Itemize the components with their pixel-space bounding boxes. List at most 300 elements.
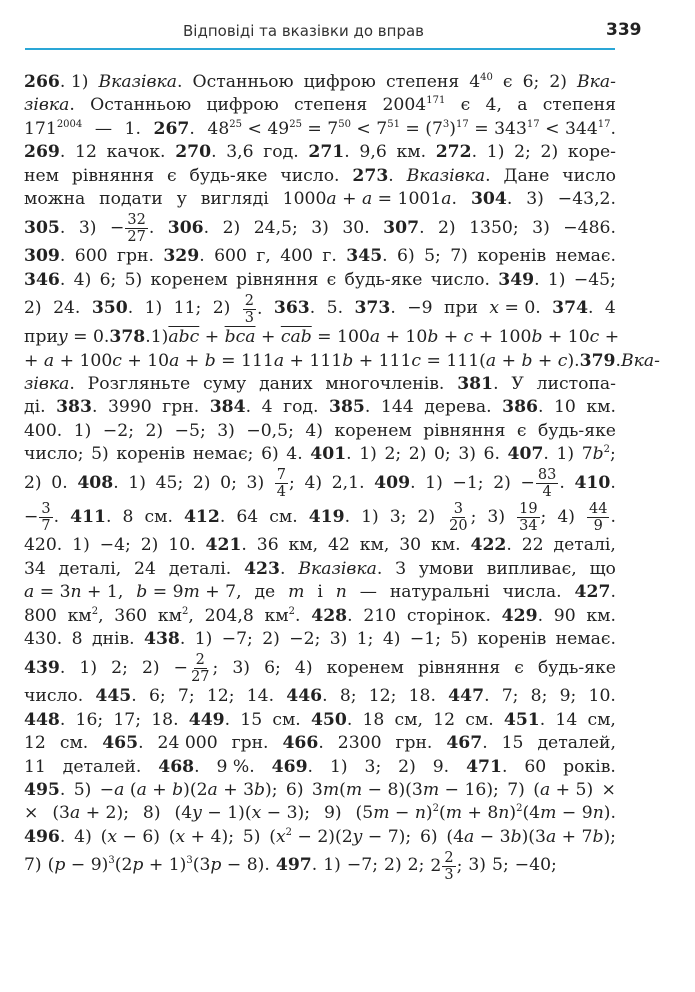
word: 3) [526,188,544,209]
word: 2) [540,142,559,163]
word: 410. [574,472,616,493]
fraction: $\frac{19}{34}$ [519,500,538,534]
word: 18 [362,709,385,730]
word: 373. [354,298,396,319]
word: 204,8 [204,605,254,626]
word: днів. [91,629,135,650]
fraction: $\frac{3}{20}$ [449,500,468,534]
word: 7; [501,686,519,707]
word: 2) [438,217,456,238]
word: 12 [24,733,46,754]
word: 800 [24,605,57,626]
word: Останньою [90,95,192,116]
word: многочленів. [325,373,445,394]
word: 5) [242,826,261,847]
word: 383. [56,397,98,418]
word: $\overline{abc} + \overline{bca} + \overline{cab} = 100a + 10b + c + 100b + 10c$ + [168,327,620,348]
word: 466. [282,733,324,754]
word: 7) [24,855,42,876]
word: $км^2$. [264,605,301,626]
word: листопа- [536,373,616,394]
word: 2) [384,855,402,876]
fraction: $\frac{44}{9}$ [589,500,608,534]
word: степеня [542,95,616,116]
word: 9; [559,686,577,707]
word: 24 [134,558,156,579]
page-header [0,0,695,52]
word: цифрою [206,95,279,116]
word: 0. [51,472,68,493]
word: год. [263,142,299,163]
word: 304. [470,188,513,209]
word: 419. [308,506,351,527]
word: 30. [342,217,370,238]
word: де [254,582,276,603]
running-title: Відповіді та вказівки до вправ [183,22,424,40]
word: 438. [143,629,186,650]
word: −7; [346,855,379,876]
word: 12; [206,686,235,707]
fraction: $\frac{32}{27}$ [127,211,146,245]
word: 2; [514,142,531,163]
word: 306. [167,217,210,238]
word: × [24,803,39,824]
word: сторінок. [406,605,491,626]
text-line [24,71,616,94]
word: 468. [158,756,200,777]
word: −1; [452,472,484,493]
word: см. [59,733,89,754]
fraction: $\frac{2}{3}$ [444,849,454,883]
word: 3) [487,506,506,527]
text-line [24,581,616,604]
word: 1) [329,756,348,777]
word: 374. [552,298,594,319]
word: 7; [177,686,195,707]
word: немає. [555,246,616,267]
word: −40; [514,855,557,876]
word: 3) [468,855,487,876]
word: умови [418,558,474,579]
word: 1) [79,657,98,678]
word: 5) [450,629,469,650]
word: З [395,558,406,579]
word: Дане [503,165,550,186]
word: є [460,95,471,116]
fraction: $\frac{3}{7}$ [41,500,51,534]
word: грн. [162,397,200,418]
word: 421. [205,535,247,556]
word: 1) [72,535,90,556]
word: 15 [501,733,524,754]
text-line [24,350,660,373]
word: 2,1. [331,472,365,493]
word: 307. [383,217,425,238]
word: −45; [573,269,616,290]
word: зівка. [24,95,75,116]
word: −486. [563,217,616,238]
word: цифрою [303,72,376,92]
word: 386. [502,397,544,418]
text-line [24,732,616,755]
word: 9,6 [359,142,387,163]
word: $\frac{44}{9}$ . [589,500,616,534]
word: 471. [466,756,508,777]
word: 3) [532,217,550,238]
word: $4^{40}$ [469,72,493,92]
word: 11 [24,756,46,777]
word: m [288,582,305,603]
word: 379. [579,350,621,371]
word: 60 [524,756,547,777]
word: 3990 [107,397,152,418]
word: 428. [311,605,353,626]
text-line [24,292,616,326]
word: 4) [304,472,323,493]
word: −4; [99,535,131,556]
word: 12 [75,142,97,163]
word: при [24,327,58,348]
word: 4) [73,269,92,290]
word: $171^{2004}$ [24,118,83,139]
word: деталей. [62,756,142,777]
word: см, [587,709,616,730]
word: −2; [289,629,321,650]
word: × [601,779,616,800]
word: 2) [493,472,511,493]
word: 2) [140,535,159,556]
word: 6) [261,444,279,465]
word: 6; [148,686,166,707]
word: км, [288,535,319,556]
word: км, [359,535,390,556]
word: 2) [222,217,241,238]
word: 1) [194,629,213,650]
text-line [24,373,616,396]
word: рівняння [236,269,319,290]
word: 401. [310,444,352,465]
word: рівняння [417,657,501,678]
word: 5) [124,269,143,290]
word: a = 3n + 1, [24,582,124,603]
word: 360 [114,605,148,626]
word: У [511,373,524,394]
word: 495. [24,779,66,800]
word: г, [256,246,271,267]
page-number: 339 [606,20,642,40]
word: 1) [128,472,146,493]
word: 2) [549,72,567,92]
word: − $\frac{32}{27}$ . [109,211,155,245]
word: см. [465,709,494,730]
word: −2; [102,420,135,441]
word: 8 [122,506,134,527]
word: 3) [329,629,348,650]
word: 9) [323,803,342,824]
word: є [326,269,337,290]
word: даних [259,373,313,394]
fraction: $\frac{7}{4}$ [276,466,287,500]
word: 449. [188,709,231,730]
word: 3m(m − 8)(3m − 16); [311,779,499,800]
word: 3,6 [226,142,254,163]
word: випливає, [486,558,577,579]
word: 42 [328,535,350,556]
word: що [589,558,616,579]
word: $\frac{7}{4}$ ; [276,466,295,500]
word: качок. [106,142,166,163]
word: 4) [557,506,576,527]
word: 45; [155,472,184,493]
word: −1; [409,629,441,650]
word: $(p - 9)^3(2p + 1)^3(3p - 8)$. [47,855,270,876]
word: 378. [109,327,151,348]
word: 18. [151,709,179,730]
word: 408. [77,472,119,493]
word: (3a + 2); [52,803,129,824]
text-line [24,709,616,732]
word: 3) [311,217,329,238]
text-line [24,651,616,685]
word: деталі, [58,558,122,579]
word: 8 [71,629,83,650]
word: коренів [116,444,186,465]
word: 9 %. [216,756,255,777]
word: 4) [382,629,401,650]
word: дерева. [424,397,492,418]
word: 12; [368,686,397,707]
word: 1000a + a = 1001a. [282,188,458,209]
word: 10. [588,686,616,707]
word: −5; [174,420,206,441]
word: 2; [384,444,402,465]
word: 2 $\frac{2}{3}$ ; [430,849,463,883]
fraction: $\frac{2}{3}$ [244,292,255,326]
word: 3) [246,472,265,493]
word: нем [24,165,59,186]
word: 6; [99,269,117,290]
word: число [562,165,616,186]
word: $(5m - n)^2(m + 8n)^2(4m - 9n)$. [355,803,616,824]
word: 30 [399,535,422,556]
word: 6) [285,779,304,800]
word: 400. [24,420,63,441]
word: − $\frac{2}{27}$ ; [173,651,219,685]
word: 445. [95,686,137,707]
word: 5; [492,855,509,876]
text-line [24,534,616,557]
word: 363. [273,298,316,319]
word: 1) [359,444,377,465]
word: будь-яке [189,165,268,186]
word: 600 [214,246,247,267]
text-line [24,396,616,419]
word: см. [272,709,301,730]
word: будь-яке [344,269,423,290]
word: 34 [24,558,46,579]
word: 24. [53,298,81,319]
word: 7) [450,246,468,267]
word: (4y − 1)(x − 3); [174,803,311,824]
word: см. [144,506,173,527]
word: коренів [477,246,547,267]
word: будь-яке [537,657,616,678]
word: 1) [323,855,341,876]
word: 2004$^{171}$ [382,95,446,116]
word: 4 [604,298,616,319]
word: 385. [329,397,371,418]
word: коренем [150,269,228,290]
word: деталей, [537,733,616,754]
word: 2) [192,472,211,493]
word: 1) [425,472,443,493]
word: подати [99,188,163,209]
word: 8; [339,686,357,707]
word: 12 [433,709,456,730]
word: 409. [374,472,416,493]
word: зівка. [24,373,75,394]
word: 1350; [469,217,519,238]
text-line [24,605,616,628]
word: коре- [567,142,616,163]
word: 8) [142,803,161,824]
word: деталі, [553,535,616,556]
word: а [517,95,528,116]
word: рівняння [71,165,155,186]
word: число. [430,269,490,290]
word: числа. [502,582,562,603]
word: $\frac{19}{34}$ ; [519,500,547,534]
word: 2) [408,444,427,465]
word: 5. [326,298,344,319]
word: грн. [116,246,154,267]
word: 465. [102,733,144,754]
word: при [443,298,478,319]
word: 3; [364,756,382,777]
word: 3) [458,444,476,465]
word: 422. [470,535,512,556]
text-line [24,188,616,211]
word: 8; [530,686,548,707]
word: −a (a + b)(2a + 3b); [99,779,278,800]
word: 0; [434,444,451,465]
word: 3) [232,657,251,678]
word: 5) [91,444,109,465]
word: грн. [395,733,433,754]
word: 4. [286,444,303,465]
word: є [516,420,527,441]
word: 448. [24,709,66,730]
text-line [24,443,616,466]
word: (4a − 3b)(3a + 7b); [446,826,616,847]
word: 2) [24,298,42,319]
word: г. [322,246,337,267]
word: 90 [553,605,576,626]
word: 22 [521,535,544,556]
word: степеня [294,95,368,116]
word: 329. [163,246,205,267]
word: є [166,165,177,186]
word: км. [586,605,616,626]
word: 5) [73,779,92,800]
word: 10 [554,397,576,418]
word: 6; [522,72,540,92]
word: 450. [310,709,353,730]
word: 144 [380,397,414,418]
word: − $\frac{3}{7}$ . [24,500,60,534]
word: 381. [457,373,499,394]
word: 6; [264,657,281,678]
word: x = 0. [489,298,541,319]
word: b = 9m + 7, [136,582,242,603]
word: 384. [209,397,252,418]
word: 18. [408,686,436,707]
text-line [24,849,616,883]
word: −9 [407,298,433,319]
text-line [24,141,616,164]
word: 4) [294,657,313,678]
word: — [94,118,112,139]
word: $км^2$, [157,605,194,626]
word: 64 [236,506,259,527]
word: 1) [144,298,163,319]
word: 496. [24,826,66,847]
word: 1) [486,142,505,163]
word: 430. [24,629,63,650]
word: 420. [24,535,63,556]
word: 1) [73,420,92,441]
word: 305. [24,217,66,238]
word: 36 [256,535,279,556]
text-line [24,802,616,825]
header-rule [25,48,615,50]
text-line [24,685,616,708]
word: 451. [503,709,546,730]
word: 2) [145,420,164,441]
word: деталі. [168,558,232,579]
text-line [24,826,616,849]
word: км. [586,397,616,418]
word: 3) [217,420,235,441]
word: коренем [334,420,412,441]
word: 270. [175,142,217,163]
word: рівняння [423,420,506,441]
word: 269. [24,142,66,163]
word: 429. [501,605,544,626]
word: 273. [352,165,394,186]
word: є [502,72,513,92]
word: км. [431,535,461,556]
word: 1. [124,118,141,139]
word: 1) [361,506,379,527]
word: $48^{25} < 49^{25} = 7^{50} < 7^{51} = (7^3)^{17} = 343^{17} < 344^{17}$. [207,118,616,139]
word: можна [24,188,86,209]
word: −7; [221,629,253,650]
text-line [24,245,616,268]
word: n [335,582,347,603]
word: немає; [192,444,254,465]
word: км. [396,142,427,163]
word: 497. [275,855,318,876]
word: 3; [389,506,407,527]
word: 2) [417,506,436,527]
word: 2) [141,657,160,678]
word: + a + 100c + 10a + b = 111a + 111b + 111c = 111(a + b + c). [24,350,580,371]
word: 4) [305,420,323,441]
word: 210 [363,605,397,626]
word: Розгляньте [87,373,191,394]
word: 5; [424,246,441,267]
